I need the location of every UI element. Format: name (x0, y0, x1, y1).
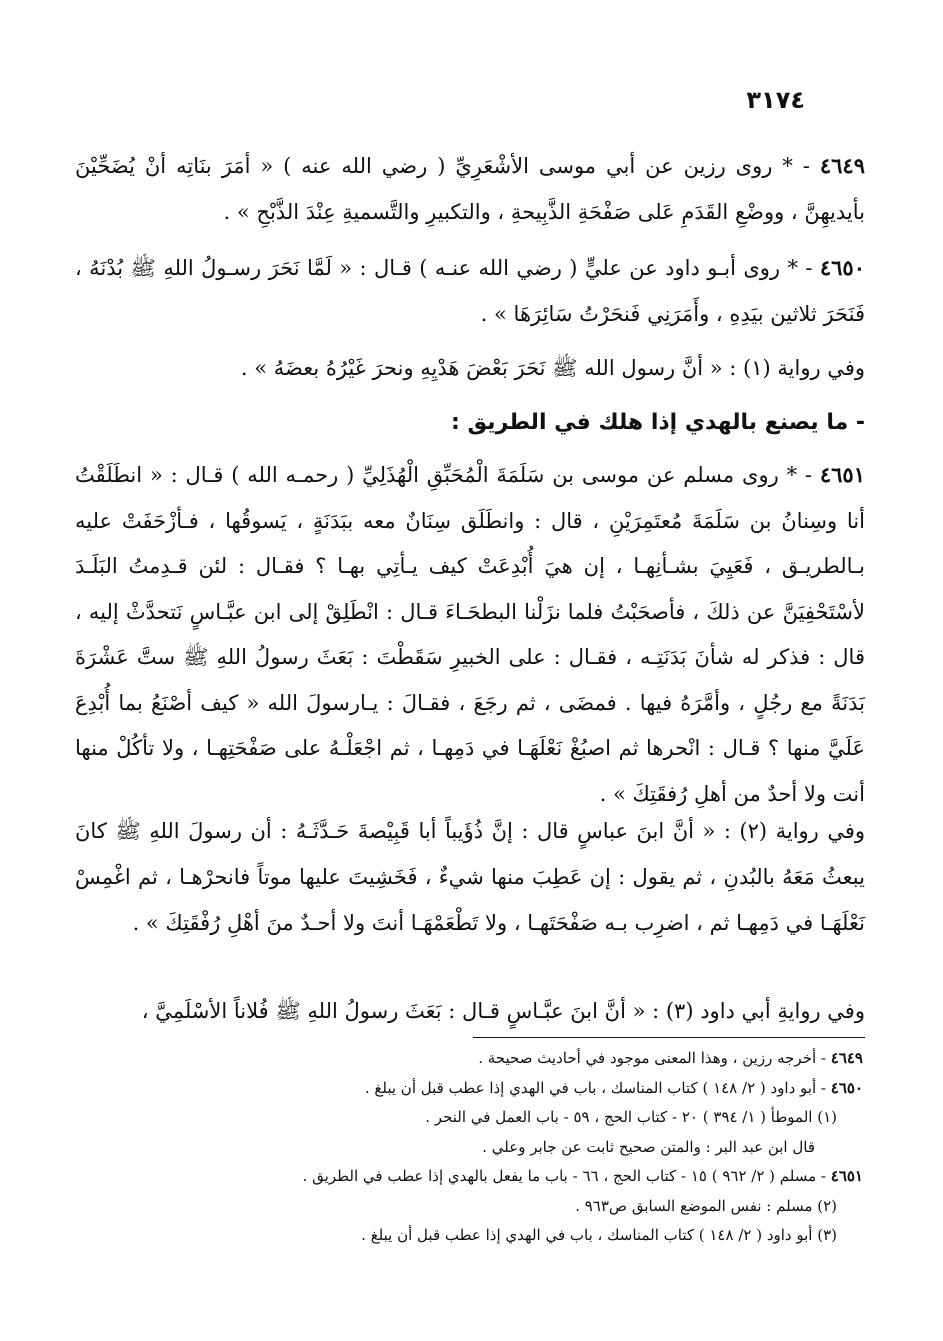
footnote (73, 1103, 863, 1133)
footnote-text: (٣) أبو داود ( ٢/ ١٤٨ ) كتاب المناسك ، باب في الهدي إذا عطب قبل أن يبلغ . (361, 1226, 837, 1244)
riwaya-3: وفي روايةِ أبي داود (٣) : « أنَّ ابنَ عبَّـاسٍ قـال : بَعَثَ رسولُ اللهِ ﷺ فُلاناً الأسْلَمِيَّ ، (141, 999, 865, 1023)
hadith-number: ٤٦٥٠ (819, 255, 865, 280)
riwaya-2: وفي رواية (٢) : « أنَّ ابنَ عباسٍ قال : إنَّ ذُؤَيباً أبا قَبِيْصةَ حَـدَّثَـهُ : أن رسولَ اللهِ ﷺ كانَ يبعثُ مَعَهُ بالبُدنِ ، ثم يقول : إن عَطِبَ منها شيءٌ ، فَخَشِيتَ عليها موتاً فانحرْهـا ، ثم اغْمِسْ نَعْلَهَـا في دَمِهـا ثم ، اضرِب بـه صَفْحَتَهـا ، ولا تَطْعَمْهَـا أنتَ ولا أحـدٌ منَ أهْلِ رُفْقَتِكَ » . (75, 819, 865, 935)
hadith-number: ٤٦٥١ (819, 462, 865, 487)
footnote-number: ٤٦٤٩ (830, 1049, 863, 1067)
footnote (73, 1192, 863, 1222)
hadith-text: - * روى رزين عن أبي موسى الأشْعَرِيِّ ( رضي الله عنه ) « أمَرَ بنَاتِه أنْ يُضَحِّيْنَ بأيديهِنَّ ، ووضْعِ القَدَمِ عَلى صَفْحَةِ الذَّبِيحةِ ، والتكبيرِ والتَّسميةِ عِنْدَ الذَّبْحِ » . (75, 154, 865, 224)
footnote-number: ٤٦٥١ (830, 1167, 863, 1185)
footnote-number: ٤٦٥٠ (830, 1078, 863, 1097)
riwaya-1: وفي رواية (١) : « أنَّ رسول الله ﷺ نَحَرَ بَعْضَ هَدْيِهِ ونحرَ غَيْرُهُ بعضَهُ » . (240, 356, 865, 380)
footnote-text: - أبو داود ( ٢/ ١٤٨ ) كتاب المناسك ، باب في الهدي إذا عطب قبل أن يبلغ . (364, 1078, 826, 1097)
footnote-text: (١) الموطأ ( ١/ ٣٩٤ ) ٢٠ - كتاب الحج ، ٥٩ - باب العمل في النحر . (425, 1108, 837, 1126)
footnote (73, 1221, 863, 1251)
footnote (73, 1133, 863, 1163)
hadith-number: ٤٦٤٩ (819, 153, 865, 178)
page-number: ٣١٧٤ (746, 86, 805, 114)
footnote-text: (٢) مسلم : نفس الموضع السابق ص٩٦٣ . (575, 1196, 837, 1215)
footnote-text: قال ابن عبد البر : والمتن صحيح ثابت عن جابر وعلي . (482, 1137, 815, 1156)
footnote (73, 1162, 863, 1192)
hadith-text: - * روى أبـو داود عن عليٍّ ( رضي الله عنـه ) قـال : « لَمَّا نَحَرَ رسـولُ اللهِ ﷺ بُدْنَهُ ، فَنَحَرَ ثلاثين بيَدِهِ ، وأَمَرَنِي فَنحَرْتُ سَائِرَهَا » . (75, 256, 865, 326)
hadith-4649 (75, 143, 865, 235)
footnote (73, 1044, 863, 1074)
footnote (73, 1074, 863, 1104)
footnote-text: - مسلم ( ٢/ ٩٦٢ ) ١٥ - كتاب الحج ، ٦٦ - باب ما يفعل بالهدي إذا عطب في الطريق . (302, 1167, 826, 1185)
footnotes (73, 1044, 863, 1251)
footnote-text: - أخرجه رزين ، وهذا المعنى موجود في أحاديث صحيحة . (478, 1049, 826, 1067)
section-heading: - ما يصنع بالهدي إذا هلك في الطريق : (451, 410, 865, 435)
hadith-4651 (75, 452, 865, 817)
footnote-divider (473, 1037, 865, 1038)
hadith-text: - * روى مسلم عن موسى بن سَلَمَةَ الْمُحَبِّقِ الْهُذَلِيِّ ( رحمـه الله ) قـال : « انطَلَقْتُ أنا وسِنانُ بن سَلَمَةَ مُعتَمِرَيْنِ ، قال : وانطَلَق سِنَانٌ معه ببَدَنَةٍ ، يَسوقُها ، فـأزْحَفَتْ عليه بـالطريـق ، فَعَيِيَ بشـأنِهـا ، إن هيَ أُبْدِعَتْ كيف يـأتِي بهـا ؟ فقـال : لئن قـدِمتُ البَلَـدَ لأسْتَحْفِيَنَّ عن ذلكَ ، فأصحَبْتُ فلما نزَلْنا البطحَـاءَ قـال : انْطَلِقْ إلى ابن عبَّـاسٍ نَتحدَّثْ إليه ، قال : فذكر له شأنَ بَدَنَتِـه ، فقـال : على الخبيرِ سَقَطْتَ : بَعَثَ رسولُ اللهِ ﷺ ستَّ عَشْرَةَ بَدَنَةً مع رجُلٍ ، وأمَّرَهُ فيها . فمضَى ، ثم رجَعَ ، فقـالَ : يـارسولَ الله « كيف أصْنَعُ بما أُبْدِعَ عَلَيَّ منها ؟ قـال : انْحرها ثم اصبُغْ نَعْلَهَـا في دَمِهـا ، ثم اجْعَلْـهُ على صَفْحَتِهـا ، ولا تأكُلْ منها أنت ولا أحدٌ من أهلِ رُفقَتِكَ » . (75, 463, 865, 806)
hadith-4650 (75, 245, 865, 337)
